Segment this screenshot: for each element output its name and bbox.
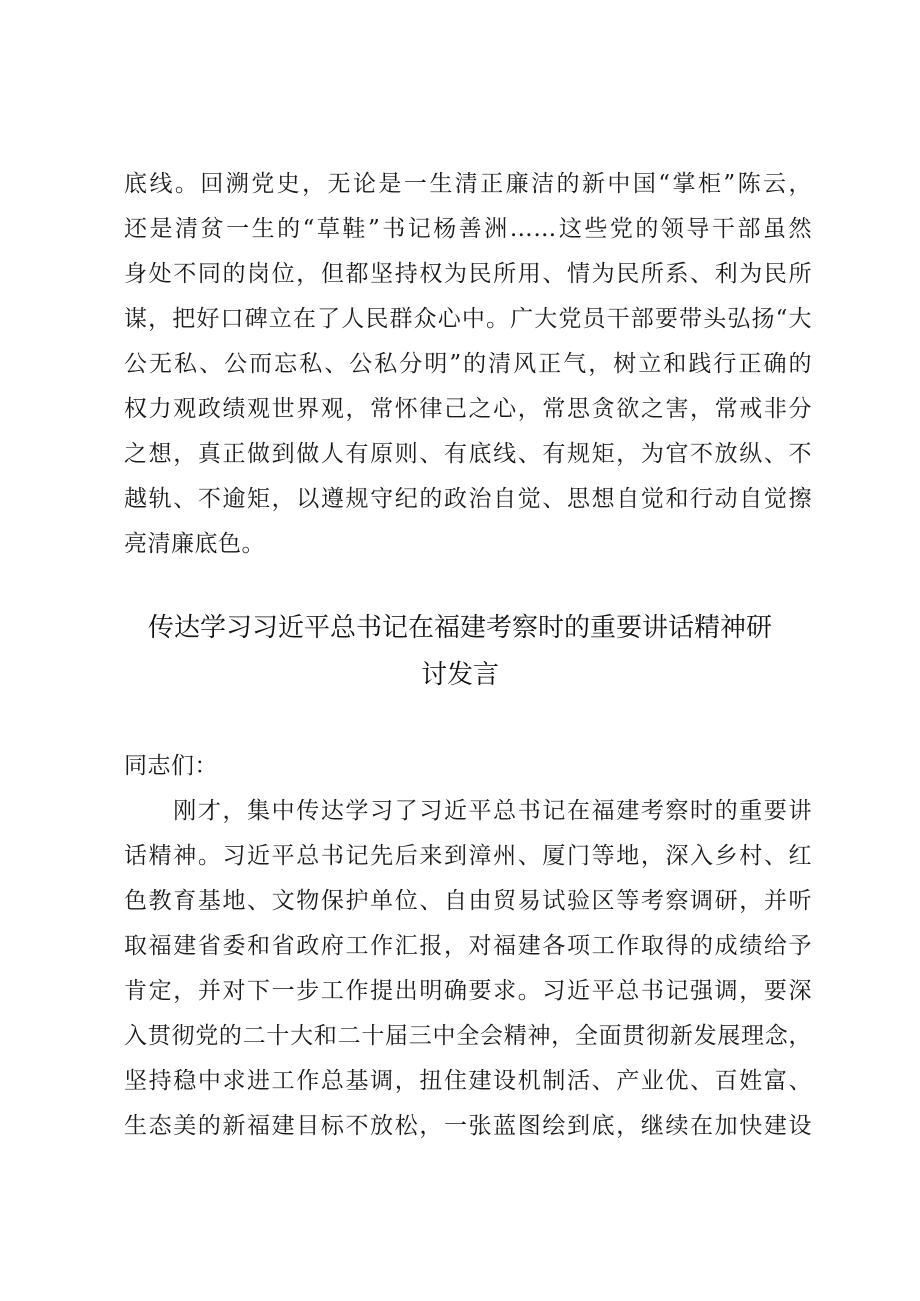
text-line: 入贯彻党的二十大和二十届三中全会精神，全面贯彻新发展理念，	[124, 1023, 812, 1049]
text-line: 刚才，集中传达学习了习近平总书记在福建考察时的重要讲	[124, 798, 812, 824]
text-line: 亮清廉底色。	[124, 531, 265, 557]
text-line: 底线。回溯党史，无论是一生清正廉洁的新中国“掌柜”陈云，	[124, 171, 812, 197]
text-line: 越轨、不逾矩，以遵规守纪的政治自觉、思想自觉和行动自觉擦	[124, 486, 812, 512]
text-line: 色教育基地、文物保护单位、自由贸易试验区等考察调研，并听	[124, 888, 812, 914]
text-line: 坚持稳中求进工作总基调，扭住建设机制活、产业优、百姓富、	[124, 1068, 812, 1094]
text-line: 取福建省委和省政府工作汇报，对福建各项工作取得的成绩给予	[124, 933, 812, 959]
text-line: 谋，把好口碑立在了人民群众心中。广大党员干部要带头弘扬“大	[124, 306, 812, 332]
text-line: 生态美的新福建目标不放松，一张蓝图绘到底，继续在加快建设	[124, 1113, 812, 1139]
text-line: 身处不同的岗位，但都坚持权为民所用、情为民所系、利为民所	[124, 261, 812, 287]
text-line: 肯定，并对下一步工作提出明确要求。习近平总书记强调，要深	[124, 978, 812, 1004]
article-title-line: 传达学习习近平总书记在福建考察时的重要讲话精神研	[147, 613, 772, 643]
text-line: 话精神。习近平总书记先后来到漳州、厦门等地，深入乡村、红	[124, 843, 812, 869]
text-line: 公无私、公而忘私、公私分明”的清风正气，树立和践行正确的	[124, 351, 812, 377]
text-line: 之想，真正做到做人有原则、有底线、有规矩，为官不放纵、不	[124, 441, 812, 467]
text-line: 还是清贫一生的“草鞋”书记杨善洲……这些党的领导干部虽然	[124, 216, 812, 242]
article-title-line: 讨发言	[420, 660, 499, 690]
salutation: 同志们：	[124, 753, 218, 779]
text-line: 权力观政绩观世界观，常怀律己之心，常思贪欲之害，常戒非分	[124, 396, 812, 422]
